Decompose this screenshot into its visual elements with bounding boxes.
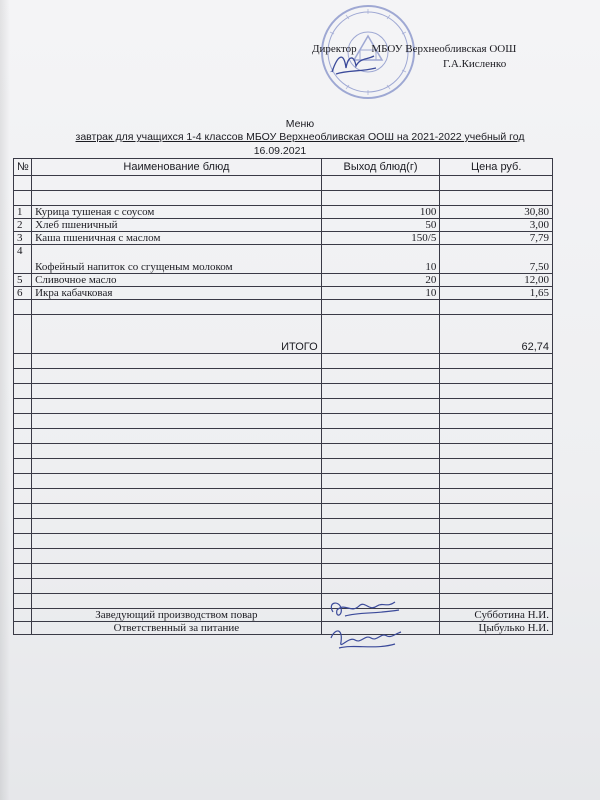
dish-price: 30,80	[440, 206, 553, 219]
table-row	[14, 206, 553, 219]
table-row-blank	[14, 191, 553, 206]
handwritten-signatures	[325, 598, 405, 658]
approval-block	[312, 42, 516, 72]
table-row	[14, 219, 553, 232]
signature-role: Ответственный за питание	[32, 622, 322, 635]
signature-role: Заведующий производством повар	[32, 609, 322, 622]
dish-weight: 150/5	[321, 232, 440, 245]
menu-subtitle: завтрак для учащихся 1-4 классов МБОУ Верхнеобливская ООШ на 2021-2022 учебный год	[75, 131, 525, 143]
table-row-blank	[14, 519, 553, 534]
column-header-dish: Наименование блюд	[32, 159, 322, 176]
dish-weight: 100	[321, 206, 440, 219]
dish-price: 7,79	[440, 232, 553, 245]
menu-date: 16.09.2021	[253, 145, 307, 157]
signature-row	[14, 609, 553, 622]
dish-weight: 20	[321, 274, 440, 287]
approval-role: Директор	[312, 43, 357, 55]
table-row-blank	[14, 300, 553, 315]
table-row-blank	[14, 564, 553, 579]
signature-name: Цыбулько Н.И.	[440, 622, 553, 635]
table-row-blank	[14, 369, 553, 384]
dish-name: Сливочное масло	[32, 274, 322, 287]
signature-name: Субботина Н.И.	[440, 609, 553, 622]
table-row	[14, 232, 553, 245]
table-row-blank	[14, 474, 553, 489]
table-row-blank	[14, 534, 553, 549]
table-row-blank	[14, 399, 553, 414]
column-header-price: Цена руб.	[440, 159, 553, 176]
total-row	[14, 315, 553, 354]
dish-price: 7,50	[440, 245, 553, 274]
approval-row	[312, 42, 516, 57]
table-row	[14, 245, 553, 274]
dish-weight: 10	[321, 245, 440, 274]
table-row-blank	[14, 459, 553, 474]
total-label: ИТОГО	[32, 315, 322, 354]
signature-row	[14, 622, 553, 635]
row-number: 5	[14, 274, 32, 287]
dish-price: 12,00	[440, 274, 553, 287]
column-header-weight: Выход блюд(г)	[321, 159, 440, 176]
column-header-number: №	[14, 159, 32, 176]
dish-name: Курица тушеная с соусом	[32, 206, 322, 219]
table-row-blank	[14, 354, 553, 369]
dish-name: Кофейный напиток со сгущеным молоком	[32, 245, 322, 274]
approval-signer: Г.А.Кисленко	[443, 58, 507, 70]
table-row-blank	[14, 414, 553, 429]
row-number: 1	[14, 206, 32, 219]
table-row	[14, 287, 553, 300]
table-row-blank	[14, 384, 553, 399]
table-header-row	[14, 159, 553, 176]
dish-weight: 50	[321, 219, 440, 232]
approval-organization: МБОУ Верхнеобливская ООШ	[371, 43, 517, 55]
dish-name: Икра кабачковая	[32, 287, 322, 300]
table-row-blank	[14, 549, 553, 564]
menu-heading: Меню	[285, 118, 315, 130]
dish-price: 3,00	[440, 219, 553, 232]
table-row-blank	[14, 429, 553, 444]
dish-name: Хлеб пшеничный	[32, 219, 322, 232]
dish-price: 1,65	[440, 287, 553, 300]
total-value: 62,74	[440, 315, 553, 354]
table-row-blank	[14, 489, 553, 504]
table-row	[14, 274, 553, 287]
table-row-blank	[14, 444, 553, 459]
menu-table	[13, 158, 553, 635]
row-number: 3	[14, 232, 32, 245]
row-number: 4	[14, 245, 32, 274]
row-number: 6	[14, 287, 32, 300]
table-row-blank	[14, 504, 553, 519]
dish-weight: 10	[321, 287, 440, 300]
table-row-blank	[14, 176, 553, 191]
table-row-blank	[14, 594, 553, 609]
row-number: 2	[14, 219, 32, 232]
dish-name: Каша пшеничная с маслом	[32, 232, 322, 245]
table-row-blank	[14, 579, 553, 594]
